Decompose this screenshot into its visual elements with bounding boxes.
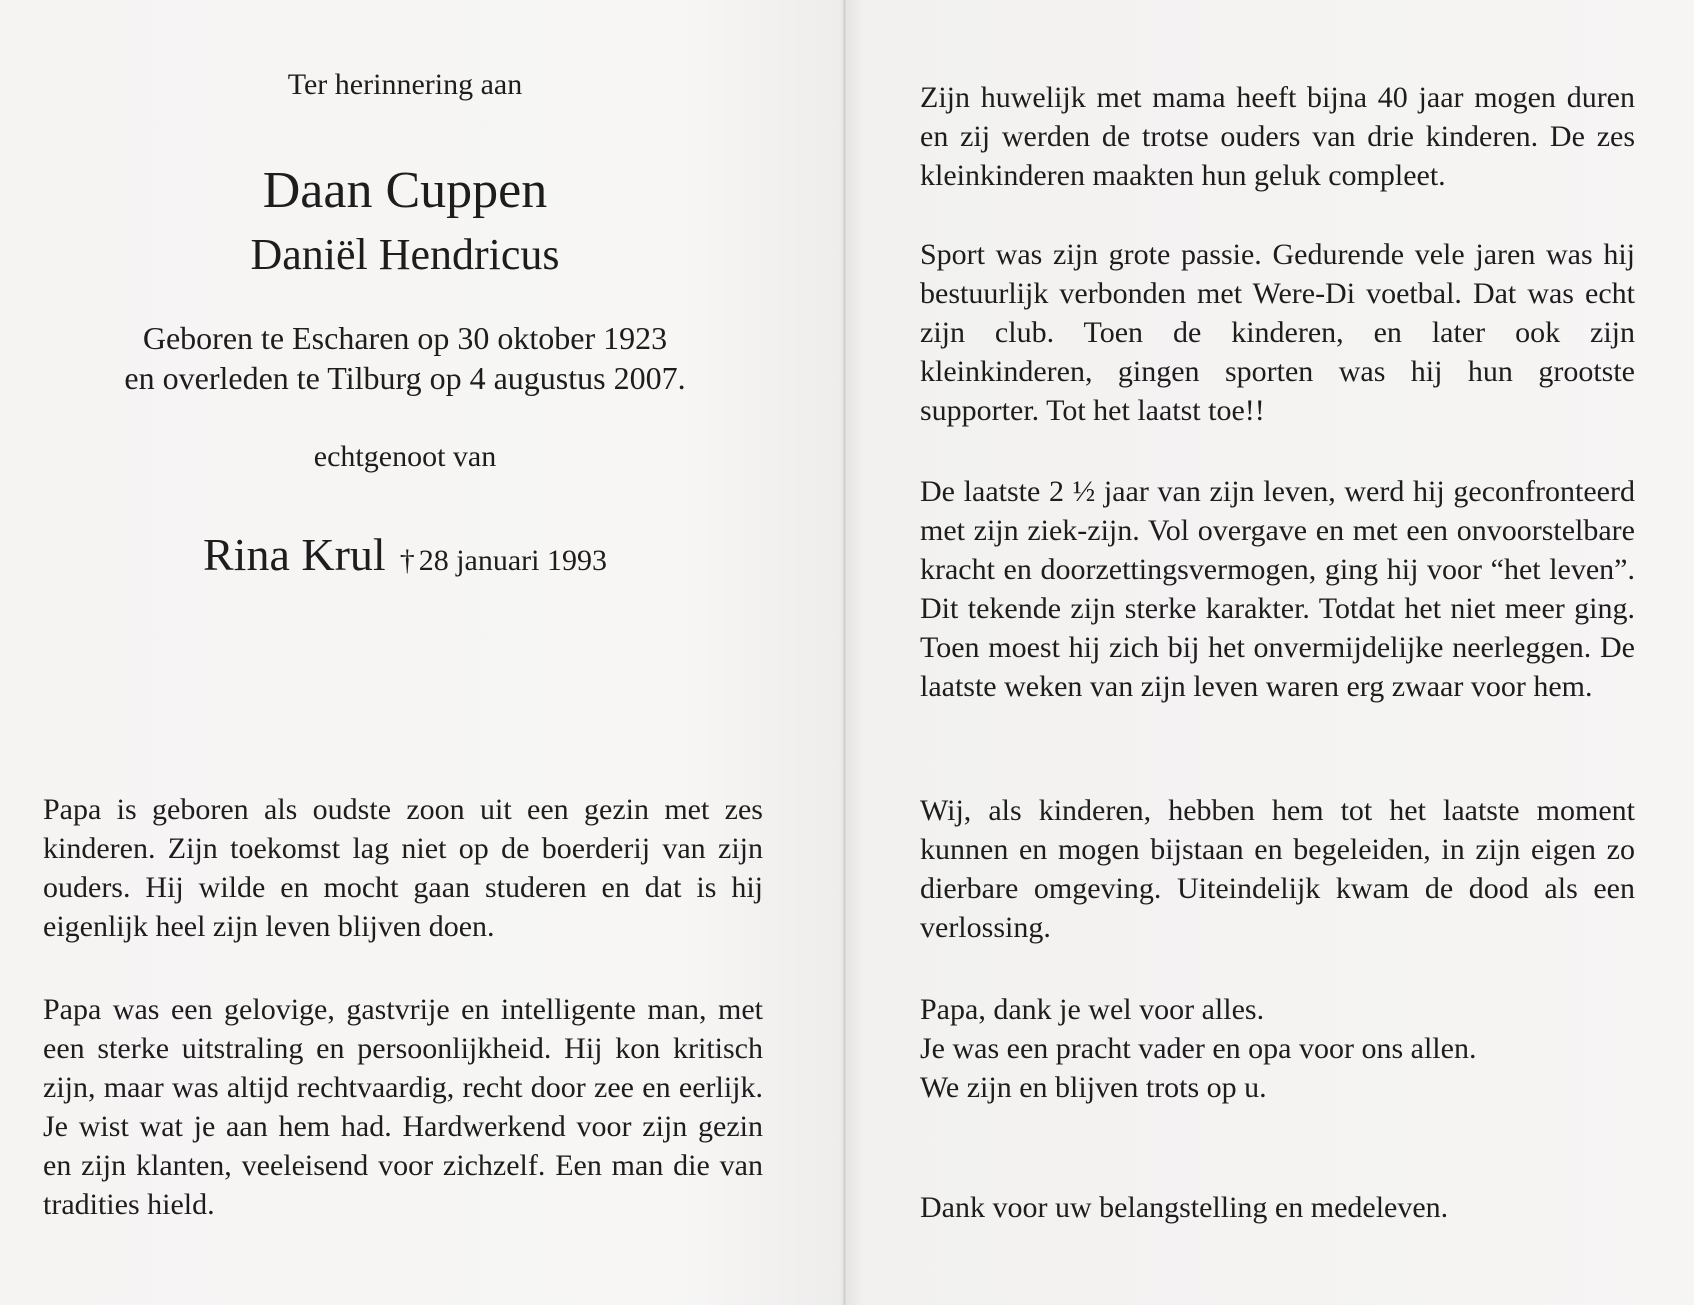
biography-paragraph-2: Papa was een gelovige, gastvrije en intelligente man, met een sterke uitstraling en persoonlijkheid. Hij kon kritisch zijn, maar was altijd rechtvaardig, recht door zee en eerlijk. Je wist wat je aan hem had. Hardwerkend voor zijn gezin en zijn klanten, veeleisend voor zichzelf. Een man die van tradities hield. [43, 993, 763, 1221]
cross-icon: † [399, 544, 415, 577]
right-page [846, 0, 1694, 1305]
sport-paragraph: Sport was zijn grote passie. Gedurende vele jaren was hij bestuurlijk verbonden met Were-Di voetbal. Dat was echt zijn club. Toen de kinderen, en later ook zijn kleinkinderen, gingen sporten was hij hun grootste supporter. Tot het laatst toe!! [920, 238, 1635, 427]
biography-paragraph-1: Papa is geboren als oudste zoon uit een gezin met zes kinderen. Zijn toekomst lag niet op de boerderij van zijn ouders. Hij wilde en mocht gaan studeren en dat is hij eigenlijk heel zijn leven blijven doen. [43, 793, 763, 943]
left-page [0, 0, 843, 1305]
closing-line-3: We zijn en blijven trots op u. [920, 1071, 1267, 1104]
spouse-name: Rina Krul [203, 529, 386, 580]
death-line: en overleden te Tilburg op 4 augustus 2007. [124, 360, 686, 396]
birth-death-dates [0, 318, 810, 398]
family-paragraph: Wij, als kinderen, hebben hem tot het laatste moment kunnen en mogen bijstaan en begeleiden, in zijn eigen zo dierbare omgeving. Uiteindelijk kwam de dood als een verlossing. [920, 794, 1635, 944]
spouse-line [0, 526, 810, 590]
deceased-name: Daan Cuppen [262, 162, 548, 219]
illness-paragraph: De laatste 2 ½ jaar van zijn leven, werd hij geconfronteerd met zijn ziek-zijn. Vol overgave en met een onvoorstelbare kracht en doorzettingsvermogen, ging hij voor “het leven”. Dit tekende zijn sterke karakter. Totdat het niet meer ging. Toen moest hij zich bij het onvermijdelijke neerleggen. De laatste weken van zijn leven waren erg zwaar voor hem. [920, 475, 1635, 703]
spouse-death-date: 28 januari 1993 [418, 544, 607, 577]
spouse-label: echtgenoot van [313, 440, 497, 473]
marriage-paragraph: Zijn huwelijk met mama heeft bijna 40 jaar mogen duren en zij werden de trotse ouders van drie kinderen. De zes kleinkinderen maakten hun geluk compleet. [920, 81, 1635, 192]
intro-text: Ter herinnering aan [287, 68, 523, 101]
birth-line: Geboren te Escharen op 30 oktober 1923 [142, 320, 668, 356]
thanks-line: Dank voor uw belangstelling en medeleven. [920, 1191, 1449, 1224]
deceased-full-name: Daniël Hendricus [250, 230, 560, 279]
closing-line-1: Papa, dank je wel voor alles. [920, 993, 1265, 1026]
closing-line-2: Je was een pracht vader en opa voor ons allen. [920, 1032, 1477, 1065]
closing-lines [920, 990, 1635, 1107]
